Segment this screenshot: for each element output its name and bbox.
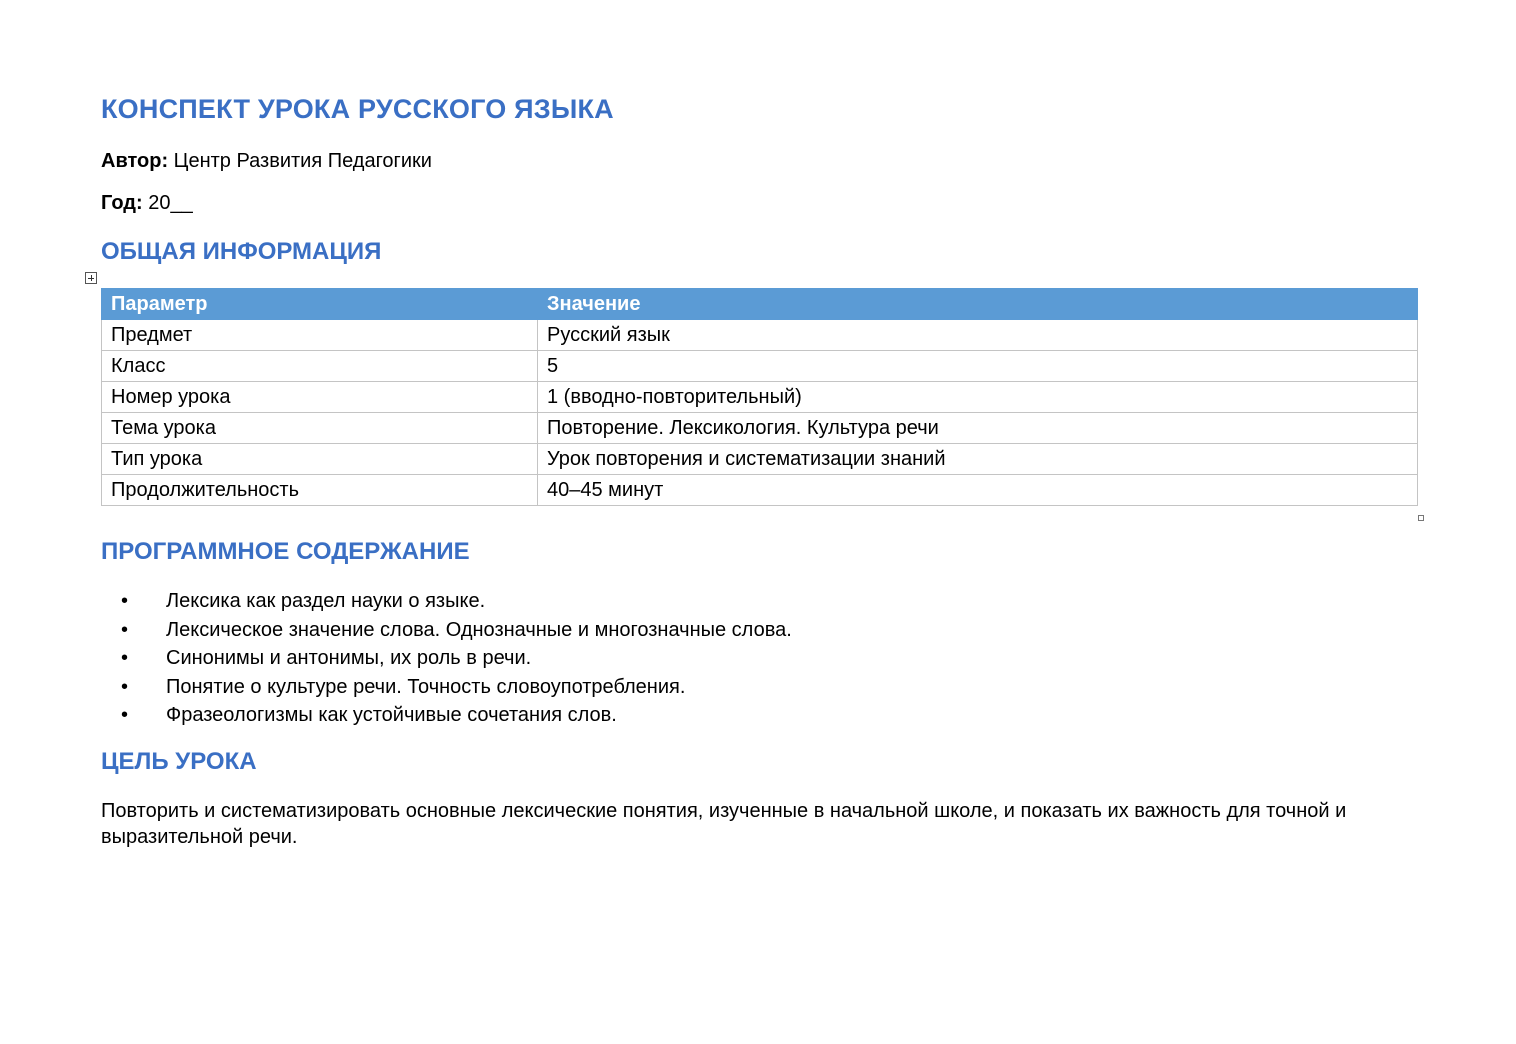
table-cell: 5 [538, 351, 1418, 382]
author-line [101, 150, 432, 173]
document-title: КОНСПЕКТ УРОКА РУССКОГО ЯЗЫКА [101, 94, 614, 124]
table-row [102, 475, 1418, 506]
author-label: Автор: [101, 150, 169, 172]
table-cell: Предмет [102, 320, 538, 351]
bullet-icon: • [121, 647, 129, 669]
bullet-icon: • [121, 590, 129, 612]
general-info-heading: ОБЩАЯ ИНФОРМАЦИЯ [101, 238, 382, 265]
list-item-text: Синонимы и антонимы, их роль в речи. [166, 647, 532, 669]
list-item [101, 617, 792, 646]
table-cell: 1 (вводно-повторительный) [538, 382, 1418, 413]
list-item-text: Понятие о культуре речи. Точность словоупотребления. [166, 675, 686, 698]
program-content-heading: ПРОГРАММНОЕ СОДЕРЖАНИЕ [101, 538, 470, 565]
list-item [101, 588, 792, 617]
list-item-text: Лексика как раздел науки о языке. [166, 590, 486, 612]
year-line [101, 192, 193, 215]
table-header-cell: Значение [538, 289, 1418, 320]
table-row [102, 444, 1418, 475]
year-value: 20__ [142, 192, 193, 214]
table-cell: Класс [102, 351, 538, 382]
table-cell: 40–45 минут [538, 475, 1418, 506]
bullet-icon: • [121, 675, 129, 698]
table-cell: Урок повторения и систематизации знаний [538, 444, 1418, 475]
lesson-goal-heading: ЦЕЛЬ УРОКА [101, 748, 257, 775]
table-header-row [102, 289, 1418, 320]
list-item [101, 702, 792, 731]
table-cell: Тип урока [102, 444, 538, 475]
table-row [102, 320, 1418, 351]
list-item-text: Лексическое значение слова. Однозначные и многозначные слова. [166, 618, 792, 641]
table-cell: Русский язык [538, 320, 1418, 351]
author-value: Центр Развития Педагогики [168, 150, 432, 172]
table-row [102, 351, 1418, 382]
table-cell: Продолжительность [102, 475, 538, 506]
table-cell: Номер урока [102, 382, 538, 413]
list-item [101, 674, 792, 703]
year-label: Год: [101, 192, 143, 214]
general-info-table [101, 288, 1418, 506]
list-item-text: Фразеологизмы как устойчивые сочетания слов. [166, 704, 617, 726]
resize-handle-icon[interactable] [1418, 515, 1424, 521]
bullet-icon: • [121, 618, 129, 641]
program-content-list [101, 588, 792, 731]
list-item [101, 645, 792, 674]
table-cell: Повторение. Лексикология. Культура речи [538, 413, 1418, 444]
lesson-goal-text: Повторить и систематизировать основные лексические понятия, изученные в начальной школе, и показать их важность для точной и выразительной речи. [101, 800, 1347, 848]
table-header-cell: Параметр [102, 289, 538, 320]
table-cell: Тема урока [102, 413, 538, 444]
bullet-icon: • [121, 704, 129, 726]
move-handle-icon[interactable] [85, 272, 97, 284]
table-row [102, 413, 1418, 444]
table-row [102, 382, 1418, 413]
